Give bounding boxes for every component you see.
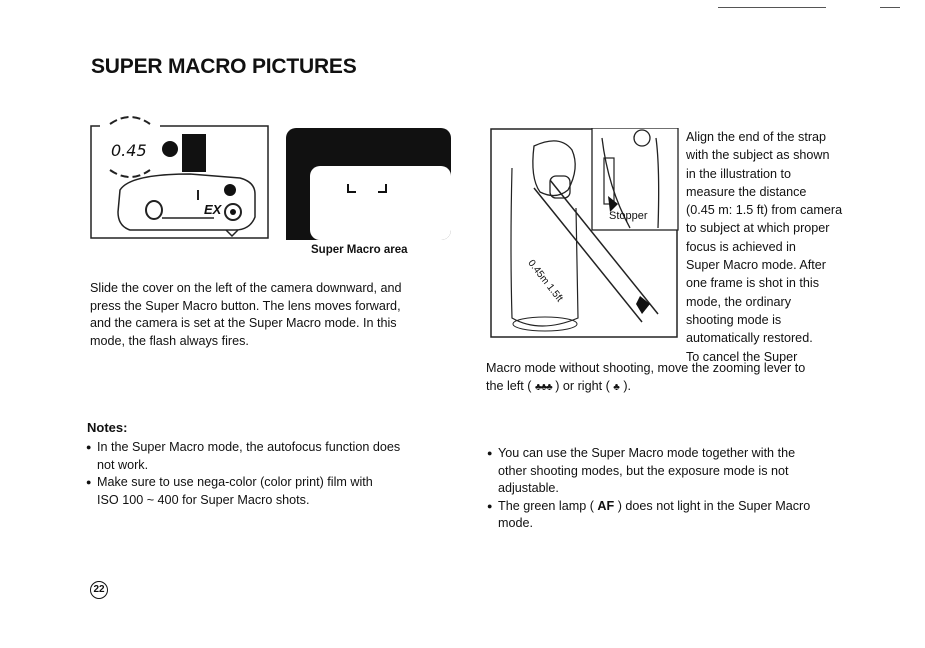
note-item [86,439,446,474]
cancel-text-part: ). [623,378,632,393]
strap-line: in the illustration to [686,166,792,181]
note-item [86,474,446,509]
top-rule-short [880,7,900,8]
page-number: 22 [90,581,108,599]
cancel-instruction [486,360,866,396]
cancel-text-part: the left ( [486,378,532,393]
stopper-label: Stopper [609,210,648,222]
notes-heading: Notes: [87,420,128,435]
right-note-line: mode. [498,516,534,531]
exposure-label: EX [204,202,222,217]
viewfinder-drawing [286,128,451,240]
strap-distance-label: 0.45m 1.5ft [525,258,565,305]
strap-drawing [490,128,680,340]
strap-illustration [490,128,680,340]
note-line: ● Make sure to use nega-color (color print) film with [97,475,373,490]
super-macro-area-caption: Super Macro area [311,244,408,256]
strap-line: Align the end of the strap [686,130,827,144]
strap-line: measure the distance [686,184,807,199]
right-note-line [498,498,867,516]
cancel-line: Macro mode without shooting, move the zooming lever to [486,361,806,375]
right-note-line: other shooting modes, but the exposure mode is not [498,463,789,478]
strap-line: one frame is shot in this [686,276,819,291]
instruction-line: and the camera is set at the Super Macro mode. In this [90,316,397,331]
strap-instructions [686,128,861,366]
lcd-distance-readout: 0.45 [111,141,147,160]
page-title: SUPER MACRO PICTURES [91,55,357,78]
right-note-text: The green lamp ( [498,498,594,513]
viewfinder-illustration [286,128,451,240]
cancel-text-part: ) or right ( [555,378,610,393]
strap-line: with the subject as shown [686,148,830,163]
strap-line: automatically restored. [686,331,813,346]
cancel-line-2 [486,378,866,397]
strap-line: shooting mode is [686,312,782,327]
right-note-item [487,498,867,533]
note-line: ● In the Super Macro mode, the autofocus function does [97,440,401,454]
instruction-line: press the Super Macro button. The lens moves forward, [90,298,401,313]
camera-illustration [90,112,270,240]
right-notes-list [487,445,867,533]
instruction-line: Slide the cover on the left of the camera downward, and [90,281,402,295]
right-note-line: ● You can use the Super Macro mode together with the [498,446,796,460]
strap-line: Super Macro mode. After [686,258,826,273]
strap-line: (0.45 m: 1.5 ft) from camera [686,203,843,218]
top-rule-long [718,7,826,8]
notes-list [86,439,446,509]
right-note-item [487,445,867,498]
af-label: AF [597,498,615,513]
strap-line: To cancel the Super [686,349,798,364]
strap-line: focus is achieved in [686,239,796,254]
note-line: not work. [97,457,149,472]
zoom-wide-icon: ♣♣♣ [535,381,552,393]
right-note-line: adjustable. [498,481,559,496]
strap-line: mode, the ordinary [686,294,792,309]
note-line: ISO 100 ~ 400 for Super Macro shots. [97,492,310,507]
camera-top-drawing [90,112,270,240]
strap-line: to subject at which proper [686,221,830,236]
instruction-paragraph [90,280,450,350]
zoom-tele-icon: ♣ [613,381,620,393]
right-note-text: ) does not light in the Super Macro [617,498,811,513]
instruction-line: mode, the flash always fires. [90,333,249,348]
